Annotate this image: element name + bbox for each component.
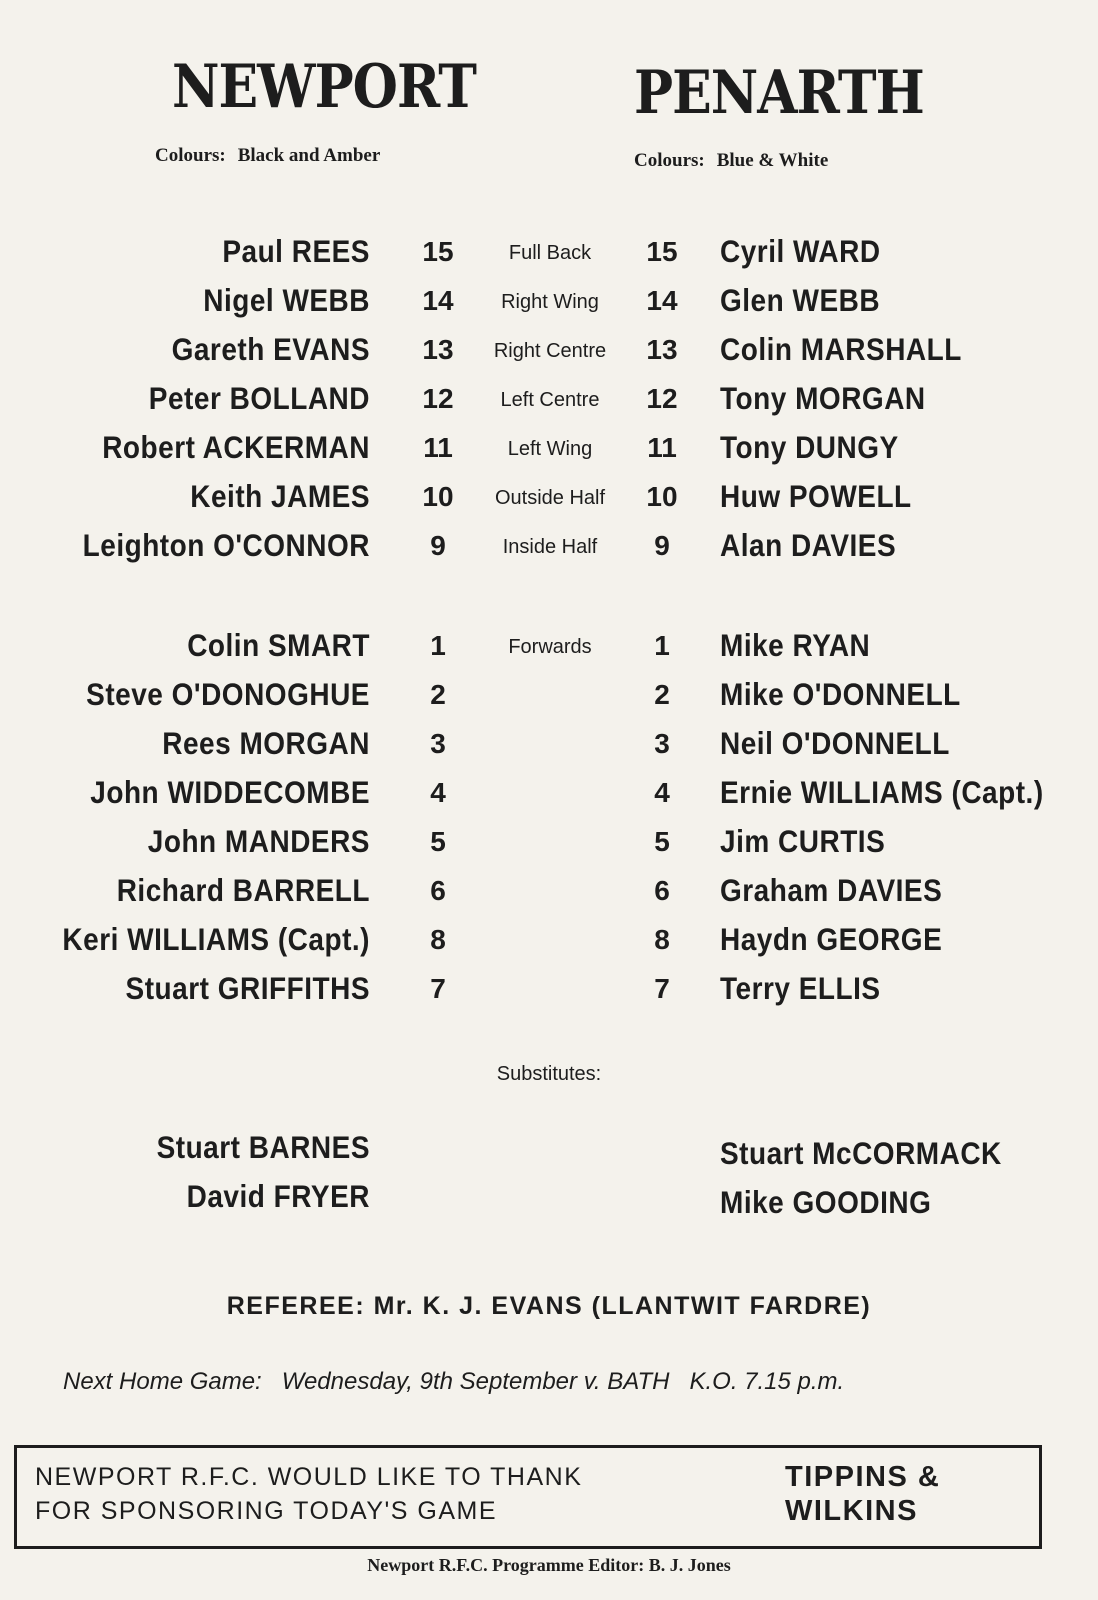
home-colours-label: Colours: xyxy=(155,145,226,166)
next-home-game-date: Wednesday, 9th September v. BATH xyxy=(281,1368,670,1395)
home-player-name: Rees MORGAN xyxy=(162,726,370,761)
position-label: Inside Half xyxy=(502,536,598,558)
away-player-number: 5 xyxy=(654,826,670,857)
home-player-number: 14 xyxy=(422,285,454,316)
home-player-name: Robert ACKERMAN xyxy=(102,430,370,465)
sponsor-thanks-line-2: FOR SPONSORING TODAY'S GAME xyxy=(35,1497,498,1525)
away-player-number: 6 xyxy=(654,875,670,906)
referee-line: REFEREE: Mr. K. J. EVANS (LLANTWIT FARDRE) xyxy=(226,1292,872,1320)
away-player-name: Graham DAVIES xyxy=(720,873,943,908)
home-player-number: 2 xyxy=(430,679,446,710)
lineup-row xyxy=(0,679,1098,719)
away-player-name: Mike O'DONNELL xyxy=(720,677,961,712)
lineup-row xyxy=(0,826,1098,866)
away-substitute: Stuart McCORMACK xyxy=(720,1136,1002,1171)
away-player-number: 10 xyxy=(646,481,678,512)
home-player-number: 4 xyxy=(430,777,446,808)
away-player-number: 4 xyxy=(654,777,670,808)
lineup-row xyxy=(0,334,1098,374)
next-home-game-label: Next Home Game: xyxy=(63,1368,262,1395)
home-player-number: 5 xyxy=(430,826,446,857)
position-label: Full Back xyxy=(508,242,592,264)
away-player-number: 2 xyxy=(654,679,670,710)
lineup-row xyxy=(0,777,1098,817)
home-player-number: 9 xyxy=(430,530,446,561)
lineup-row xyxy=(0,973,1098,1013)
away-player-name: Cyril WARD xyxy=(720,234,881,269)
home-player-name: John WIDDECOMBE xyxy=(90,775,370,810)
programme-editor-footer: Newport R.F.C. Programme Editor: B. J. Jones xyxy=(367,1555,731,1575)
substitute-row xyxy=(0,1181,1098,1221)
home-player-name: Steve O'DONOGHUE xyxy=(86,677,370,712)
away-player-number: 11 xyxy=(647,432,677,463)
home-substitute: Stuart BARNES xyxy=(156,1130,370,1165)
away-colours xyxy=(634,150,828,172)
away-player-number: 9 xyxy=(654,530,670,561)
away-player-name: Ernie WILLIAMS (Capt.) xyxy=(720,775,1044,810)
sponsor-box xyxy=(14,1445,1042,1549)
lineup-row xyxy=(0,285,1098,325)
lineup-row xyxy=(0,530,1098,570)
home-player-number: 1 xyxy=(430,630,446,661)
away-player-number: 14 xyxy=(646,285,678,316)
home-player-number: 12 xyxy=(422,383,454,414)
next-home-game xyxy=(63,1368,844,1396)
home-player-number: 3 xyxy=(430,728,446,759)
away-player-name: Tony DUNGY xyxy=(720,430,899,465)
sponsor-name-line-2: WILKINS xyxy=(785,1495,918,1527)
lineup-row xyxy=(0,236,1098,276)
position-label: Outside Half xyxy=(494,487,606,509)
away-substitute: Mike GOODING xyxy=(720,1185,932,1220)
home-player-number: 8 xyxy=(430,924,446,955)
away-player-name: Huw POWELL xyxy=(720,479,912,514)
away-player-number: 13 xyxy=(646,334,678,365)
away-player-number: 1 xyxy=(654,630,670,661)
home-player-name: Colin SMART xyxy=(187,628,370,663)
substitutes-label: Substitutes: xyxy=(496,1063,602,1085)
lineup-row xyxy=(0,383,1098,423)
home-player-name: Paul REES xyxy=(222,234,370,269)
home-player-number: 11 xyxy=(423,432,453,463)
substitute-row xyxy=(0,1132,1098,1172)
away-player-name: Neil O'DONNELL xyxy=(720,726,950,761)
home-team-name: NEWPORT xyxy=(172,52,476,123)
next-home-game-ko: K.O. 7.15 p.m. xyxy=(689,1368,845,1395)
position-label: Forwards xyxy=(508,636,592,658)
position-label: Right Centre xyxy=(493,340,607,362)
lineup-row xyxy=(0,875,1098,915)
home-colours-value: Black and Amber xyxy=(237,145,381,166)
home-player-number: 13 xyxy=(422,334,454,365)
home-player-name: Keith JAMES xyxy=(190,479,370,514)
away-player-name: Terry ELLIS xyxy=(720,971,881,1006)
sponsor-thanks-line-1: NEWPORT R.F.C. WOULD LIKE TO THANK xyxy=(35,1463,583,1491)
home-player-name: Richard BARRELL xyxy=(116,873,370,908)
position-label: Left Centre xyxy=(500,389,600,411)
away-player-name: Alan DAVIES xyxy=(720,528,897,563)
home-player-number: 15 xyxy=(422,236,454,267)
position-label: Right Wing xyxy=(501,291,599,313)
away-colours-value: Blue & White xyxy=(716,150,829,171)
away-player-name: Tony MORGAN xyxy=(720,381,926,416)
away-player-number: 15 xyxy=(646,236,678,267)
home-player-name: Nigel WEBB xyxy=(203,283,370,318)
home-colours xyxy=(155,145,380,167)
home-player-name: John MANDERS xyxy=(147,824,370,859)
lineup-row xyxy=(0,924,1098,964)
sponsor-name xyxy=(785,1460,940,1528)
away-player-number: 8 xyxy=(654,924,670,955)
away-player-name: Mike RYAN xyxy=(720,628,871,663)
sponsor-name-line-1: TIPPINS & xyxy=(785,1461,941,1493)
away-team-name: PENARTH xyxy=(634,58,924,129)
home-player-number: 7 xyxy=(430,973,446,1004)
home-player-name: Keri WILLIAMS (Capt.) xyxy=(62,922,370,957)
away-player-name: Haydn GEORGE xyxy=(720,922,943,957)
home-substitute: David FRYER xyxy=(186,1179,370,1214)
away-player-number: 7 xyxy=(654,973,670,1004)
away-player-name: Jim CURTIS xyxy=(720,824,886,859)
position-label: Left Wing xyxy=(507,438,593,460)
home-player-name: Peter BOLLAND xyxy=(148,381,370,416)
home-player-number: 10 xyxy=(422,481,454,512)
away-player-number: 12 xyxy=(646,383,678,414)
home-player-name: Gareth EVANS xyxy=(171,332,370,367)
sponsor-thanks xyxy=(35,1460,582,1528)
home-player-number: 6 xyxy=(430,875,446,906)
away-player-number: 3 xyxy=(654,728,670,759)
lineup-row xyxy=(0,728,1098,768)
lineup-row xyxy=(0,432,1098,472)
away-player-name: Glen WEBB xyxy=(720,283,881,318)
away-colours-label: Colours: xyxy=(634,150,705,171)
lineup-row xyxy=(0,481,1098,521)
away-player-name: Colin MARSHALL xyxy=(720,332,962,367)
home-player-name: Leighton O'CONNOR xyxy=(82,528,370,563)
lineup-row xyxy=(0,630,1098,670)
home-player-name: Stuart GRIFFITHS xyxy=(125,971,370,1006)
